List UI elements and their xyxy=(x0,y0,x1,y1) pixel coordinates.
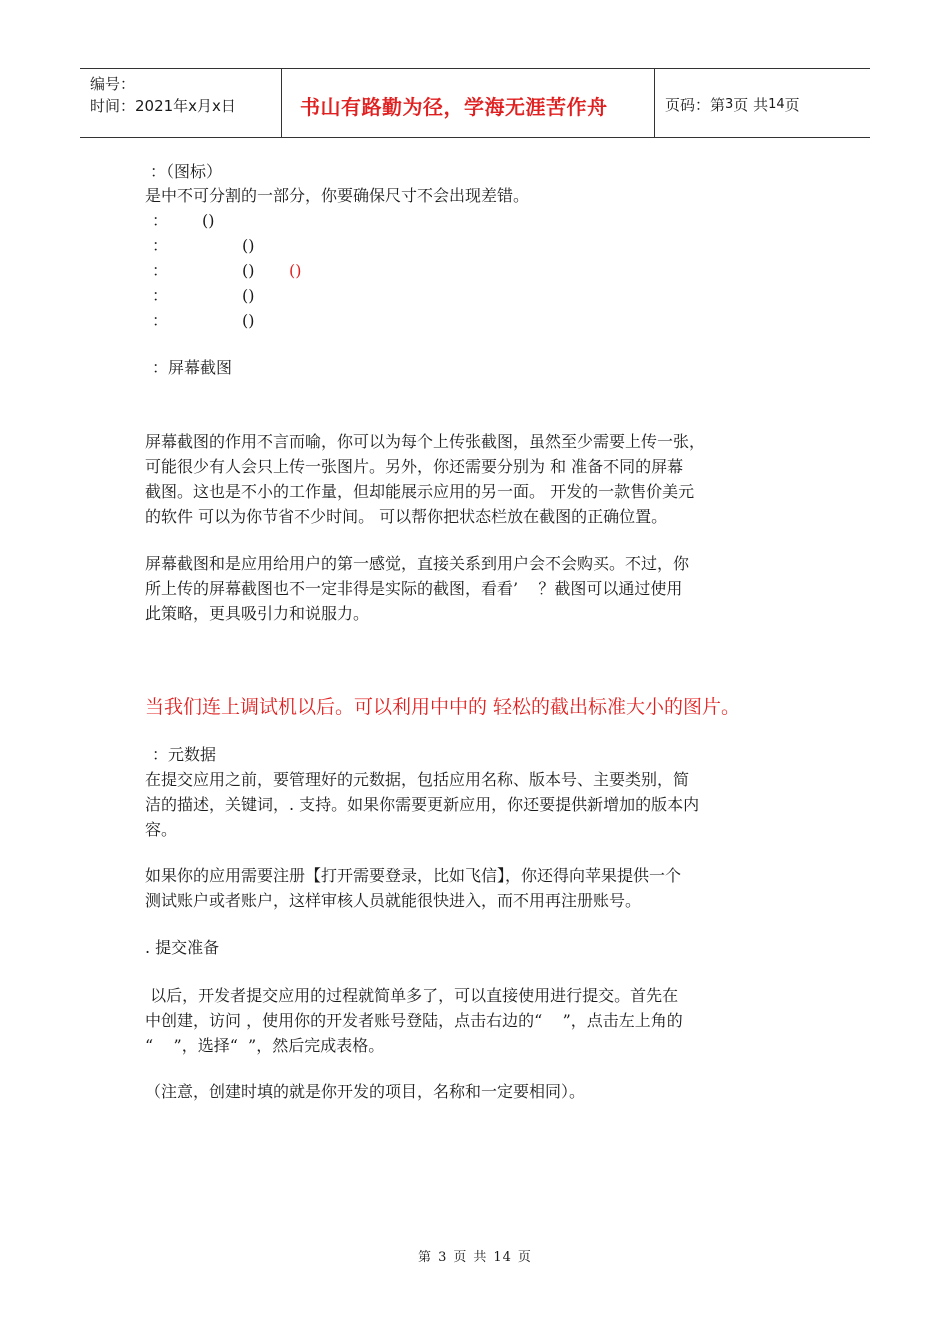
footer-total: 14 xyxy=(493,1250,512,1265)
page-total: 14 xyxy=(768,96,785,112)
footer-mid2: 共 xyxy=(473,1250,488,1265)
footer-current: 3 xyxy=(438,1250,448,1265)
spec-paren-4: () xyxy=(242,286,255,305)
spec-colon-5: ： xyxy=(152,311,169,330)
footer-suffix: 页 xyxy=(517,1250,532,1265)
paragraph-line: 如果你的应用需要注册【打开需要登录，比如飞信】，你还得向苹果提供一个 xyxy=(145,866,682,885)
section-screenshot-heading: ：屏幕截图 xyxy=(152,358,233,377)
spec-colon-4: ： xyxy=(152,286,169,305)
paragraph-line: 此策略，更具吸引力和说服力。 xyxy=(145,604,370,623)
footer-prefix: 第 xyxy=(418,1250,433,1265)
page-suffix: 页 xyxy=(784,95,800,114)
paragraph-line: 截图。这也是不小的工作量，但却能展示应用的另一面。 开发的一款售价美元 xyxy=(145,482,695,501)
paragraph-line: 所上传的屏幕截图也不一定非得是实际的截图，看看’ ？截图可以通过使用 xyxy=(145,579,683,598)
paragraph-line: 可能很少有人会只上传一张图片。另外，你还需要分别为 和 准备不同的屏幕 xyxy=(145,457,684,476)
spec-paren-3: () xyxy=(242,261,255,280)
paragraph-line: 容。 xyxy=(145,820,178,839)
spec-colon-2: ： xyxy=(152,236,169,255)
footer-mid1: 页 xyxy=(453,1250,468,1265)
page-header xyxy=(80,68,870,138)
paragraph-line: 的软件 可以为你节省不少时间。 可以帮你把状态栏放在截图的正确位置。 xyxy=(145,507,668,526)
spec-paren-5: () xyxy=(242,311,255,330)
paragraph-line: 屏幕截图的作用不言而喻，你可以为每个上传张截图，虽然至少需要上传一张， xyxy=(145,432,706,451)
page-mid: 页 共 xyxy=(733,95,769,114)
icon-heading: ：（图标） xyxy=(150,162,223,181)
paragraph-line: （注意，创建时填的就是你开发的项目，名称和一定要相同）。 xyxy=(145,1082,586,1101)
paragraph-line: 测试账户或者账户，这样审核人员就能很快进入，而不用再注册账号。 xyxy=(145,891,642,910)
header-page-info xyxy=(655,69,870,137)
spec-paren-2: () xyxy=(242,236,255,255)
header-left-cell xyxy=(80,69,282,137)
paragraph-line: “ ”，选择“ ”，然后完成表格。 xyxy=(145,1036,385,1055)
spec-paren-3-red: () xyxy=(289,261,302,280)
page-footer xyxy=(0,1246,950,1265)
page-current: 3 xyxy=(725,96,734,112)
spec-paren-1: () xyxy=(202,211,215,230)
paragraph-line: 屏幕截图和是应用给用户的第一感觉，直接关系到用户会不会购买。不过，你 xyxy=(145,554,690,573)
spec-colon-3: ： xyxy=(152,261,169,280)
paragraph-line: 以后，开发者提交应用的过程就简单多了，可以直接使用进行提交。首先在 xyxy=(145,986,679,1005)
page-prefix: 页码：第 xyxy=(665,95,726,114)
paragraph-line: 洁的描述，关键词，. 支持。如果你需要更新应用，你还要提供新增加的版本内 xyxy=(145,795,700,814)
icon-description: 是中不可分割的一部分，你要确保尺寸不会出现差错。 xyxy=(145,186,530,205)
date-label: 时间：2021年x月x日 xyxy=(90,97,236,115)
paragraph-line: 中创建，访问 ，使用你的开发者账号登陆，点击右边的“ ”，点击左上角的 xyxy=(145,1011,683,1030)
number-label: 编号： xyxy=(90,75,136,93)
header-motto: 书山有路勤为径，学海无涯苦作舟 xyxy=(282,69,655,137)
section-metadata-heading: ：元数据 xyxy=(152,745,217,764)
paragraph-line: 在提交应用之前，要管理好的元数据，包括应用名称、版本号、主要类别，简 xyxy=(145,770,690,789)
spec-colon-1: ： xyxy=(152,211,169,230)
highlight-red-line: 当我们连上调试机以后。可以利用中中的 轻松的截出标准大小的图片。 xyxy=(145,696,741,718)
section-submit-heading: . 提交准备 xyxy=(145,938,220,957)
